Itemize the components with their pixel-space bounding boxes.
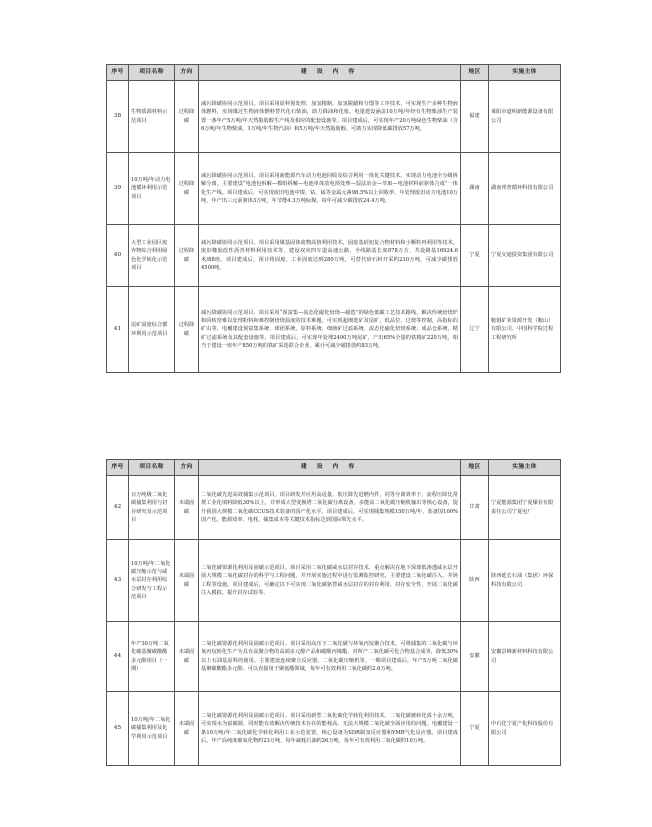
project-entity: 宁夏交通投资集团有限公司 (489, 225, 561, 287)
table-row (107, 153, 561, 225)
project-entity: 湖南邦普循环科技有限公司 (489, 153, 561, 225)
table-row (107, 476, 561, 540)
row-no: 44 (107, 622, 129, 692)
project-region: 甘肃 (461, 476, 489, 540)
project-content: 减污降碳协同示范项目。项目采用新能源汽车动力电池回收及综合利用一体化关键技术，实现动力电池全分级拆解分离。主要建设“电池包拆解—模组拆解—电池单体放电预处理—湿法冶金—萃取—电池材料前驱体合成”一体化生产线。项目建成后，可实现废旧电池中镍、钴、锰等金属元素98.5%以上回收率，年处理废旧动力电池10万吨，年产出三元前驱体3万吨，年节能4.3万吨标煤，每年可减少碳排放24.4万吨。 (199, 153, 461, 225)
header-no: 序号 (107, 460, 129, 476)
header-region: 地区 (461, 65, 489, 81)
project-direction: 过程降碳 (175, 225, 199, 287)
project-direction: 末端固碳 (175, 622, 199, 692)
header-region: 地区 (461, 460, 489, 476)
table-header-row (107, 460, 561, 476)
table-row (107, 622, 561, 692)
row-no: 41 (107, 287, 129, 373)
project-content: 二氧化碳资源化利用及固碳示范项目。项目采用高压下二氧化碳与环氧丙烷聚合技术，可将捕集的二氧化碳与环氧丙烷转化生产为具有高聚合物的高端多元醇产品和碳酸丙烯酯，对所产二氧化碳可化合物基合成等，降低30%以上石油基原料的使用。主要建设连续聚合反应器、二氧化碳压缩机等。一期项目建成后，年产5万吨二氧化碳基聚碳酸酯多元醇。可以直接用于聚氨酯领域，每年可有效利用二氧化碳约2.6万吨。 (199, 622, 461, 692)
project-name: 10万吨/年二氧化碳压缩示范与咸水层封存利用综合研发与工程示范项目 (129, 540, 175, 622)
header-direction: 方向 (175, 460, 199, 476)
project-region: 福建 (461, 81, 489, 153)
project-name: 百万吨级二氧化碳捕集利用与封存研究及示范项目 (129, 476, 175, 540)
table-header-row (107, 65, 561, 81)
header-no: 序号 (107, 65, 129, 81)
project-direction: 末端固碳 (175, 476, 199, 540)
header-direction: 方向 (175, 65, 199, 81)
project-direction: 过程降碳 (175, 153, 199, 225)
project-direction: 过程降碳 (175, 81, 199, 153)
project-table-top (106, 64, 561, 373)
row-no: 42 (107, 476, 129, 540)
table-row (107, 225, 561, 287)
project-entity: 陕西延长石油（集团）环保科技有限公司 (489, 540, 561, 622)
project-region: 宁夏 (461, 692, 489, 766)
project-name: 尾矿固废综合循环利用示范项目 (129, 287, 175, 373)
table-row (107, 540, 561, 622)
header-entity: 实施主体 (489, 460, 561, 476)
project-entity: 鞍钢矿业资源开发（鞍山）有限公司、中国科学院过程工程研究所 (489, 287, 561, 373)
project-entity: 中石化宁夏产化科技股份有限公司 (489, 692, 561, 766)
project-content: 减污降碳协同示范项目。项目采用原料预处理、加氢精制、加氢脱蜡和分馏等工序技术，可实现生产多种生物液体燃料，实现煤过生物液体燃料替代化石柴油，助力降油和化妆。电量建设涵盖10万吨/年经有生物柴油生产装置一条年产5万吨/年天然脂肪醇生产线及相应的配套设施等。项目建成后，可实现年产20万吨绿色生物柴油（含6万吨/年生物柴油，1万吨/年生物汽油）和5万吨/年天然脂肪醇，可助力实现降低碳排放57万吨。 (199, 81, 461, 153)
project-region: 安徽 (461, 622, 489, 692)
project-region: 宁夏 (461, 225, 489, 287)
project-entity: 安徽景峰新材料科技有限公司 (489, 622, 561, 692)
project-table-bottom (106, 459, 561, 766)
header-content: 建 设 内 容 (199, 460, 461, 476)
project-name: 年产30万吨二氧化碳基聚碳酸酯多元醇项目（一期） (129, 622, 175, 692)
project-direction: 末端固碳 (175, 692, 199, 766)
project-name: 10万吨/年动力电池循环利用示范项目 (129, 153, 175, 225)
row-no: 40 (107, 225, 129, 287)
project-direction: 末端固碳 (175, 540, 199, 622)
header-name: 项目名称 (129, 65, 175, 81)
project-entity: 宁夏能源集团宁夏煤业有限责任公司宁夏电厂 (489, 476, 561, 540)
project-content: 二氧化碳资源化利用及固碳示范项目。项目采用二氧化碳咸水层封存技术，重点解决在地下深部低渗透咸水层开展大规模二氧化碳封存的科学与工程问题，并开展实施过程中进行监测监控研究。主要建设二氧化碳注入、井场工程等设施。项目建成后，可确定以下可实现二氧化碳驱替咸水层封存的封存利用、封存安全性，开展二氧化碳注入模拟、提升封存试验等。 (199, 540, 461, 622)
project-content: 二氧化碳先进高效捕集示范项目。项目研发并应用高适量、低压降先进燃内件，同等分离效率下，流程压降比常规工业化填料降低30%以上，并形成大型变换塔二氧化碳分离设备，多能高二氧化碳压缩机输出等核心设备，提升我国大规模二氧化碳CCUS技术装备的国产化水平。项目建成后，可实现捕集规模150万吨/年，装备国100%国产化，能源效率、电耗、捕集成本等关键技术指标达到国际领先水平。 (199, 476, 461, 540)
project-name: 大型工业园区废弃物综合利用绿色化学转化示范项目 (129, 225, 175, 287)
project-entity: 莱阳市道明新能源设备有限公司 (489, 81, 561, 153)
row-no: 45 (107, 692, 129, 766)
table-row (107, 81, 561, 153)
project-name: 生物质源材料示范项目 (129, 81, 175, 153)
row-no: 43 (107, 540, 129, 622)
table-row (107, 692, 561, 766)
project-direction: 过程降碳 (175, 287, 199, 373)
project-content: 减污降碳协同示范项目。项目采用“预富集—流态化磁化焙烧—磁选”的绿色低碳工艺技术路线，解决传统焙烧炉和回转窑难以处理粉料和难控制焙烧温度的技术难题。可实现超细选矿及尾矿，低品位、过烧等控制，高指标的矿山等，电覆建设预富集系统、球团系统、原料系统、细菌矿过滤系统、流态化磁化焙烧系统、成品仓系统，精矿过滤系统及其配套设施等。项目建成后，可实现年处理2400万吨尾矿，产出65%全量的铁精矿220万吨，相当于建设一座年产850万吨的铁矿采选联合企业，累计可减少碳排放约83万吨。 (199, 287, 461, 373)
header-content: 建 设 内 容 (199, 65, 461, 81)
table-row (107, 287, 561, 373)
project-content: 减污降碳协同示范项目。项目采用煤基固体废物高值利用技术，固废基硅铝复合物材料和小颗粒再利用等技术，废旧橡胶改性沥青材料利用技术等，建设双向四车道高速公路，全线路基长度878万方，共设路基16924.6米/88座。项目建成后，预计将固废、工业固废达到280万吨，可替代砂石料开采约210万吨，可减少碳排放4500吨。 (199, 225, 461, 287)
row-no: 38 (107, 81, 129, 153)
project-region: 湖南 (461, 153, 489, 225)
header-entity: 实施主体 (489, 65, 561, 81)
project-content: 二氧化碳资源化利用及固碳示范项目。项目采用新型二氧化碳化学转化利用技术，二氧化碳被转化成十余万吨，可实现水为富碳源，同时能有效解决传统技术存在的能耗高、无法大规模二氧化碳全面应用的问题。电覆建设一条10万吨/年二氧化碳化学转化利用工业示范装置，核心设备为SDR制氢反应器和YMR气化反应器。项目建成后，年产高纯度碳氧化物约23万吨，每年减耗石油约26万吨，每年可有效利用二氧化碳约10万吨。 (199, 692, 461, 766)
project-region: 辽宁 (461, 287, 489, 373)
project-region: 陕西 (461, 540, 489, 622)
row-no: 39 (107, 153, 129, 225)
header-name: 项目名称 (129, 460, 175, 476)
project-name: 10万吨/年二氧化碳捕集利用及化学利用示范项目 (129, 692, 175, 766)
